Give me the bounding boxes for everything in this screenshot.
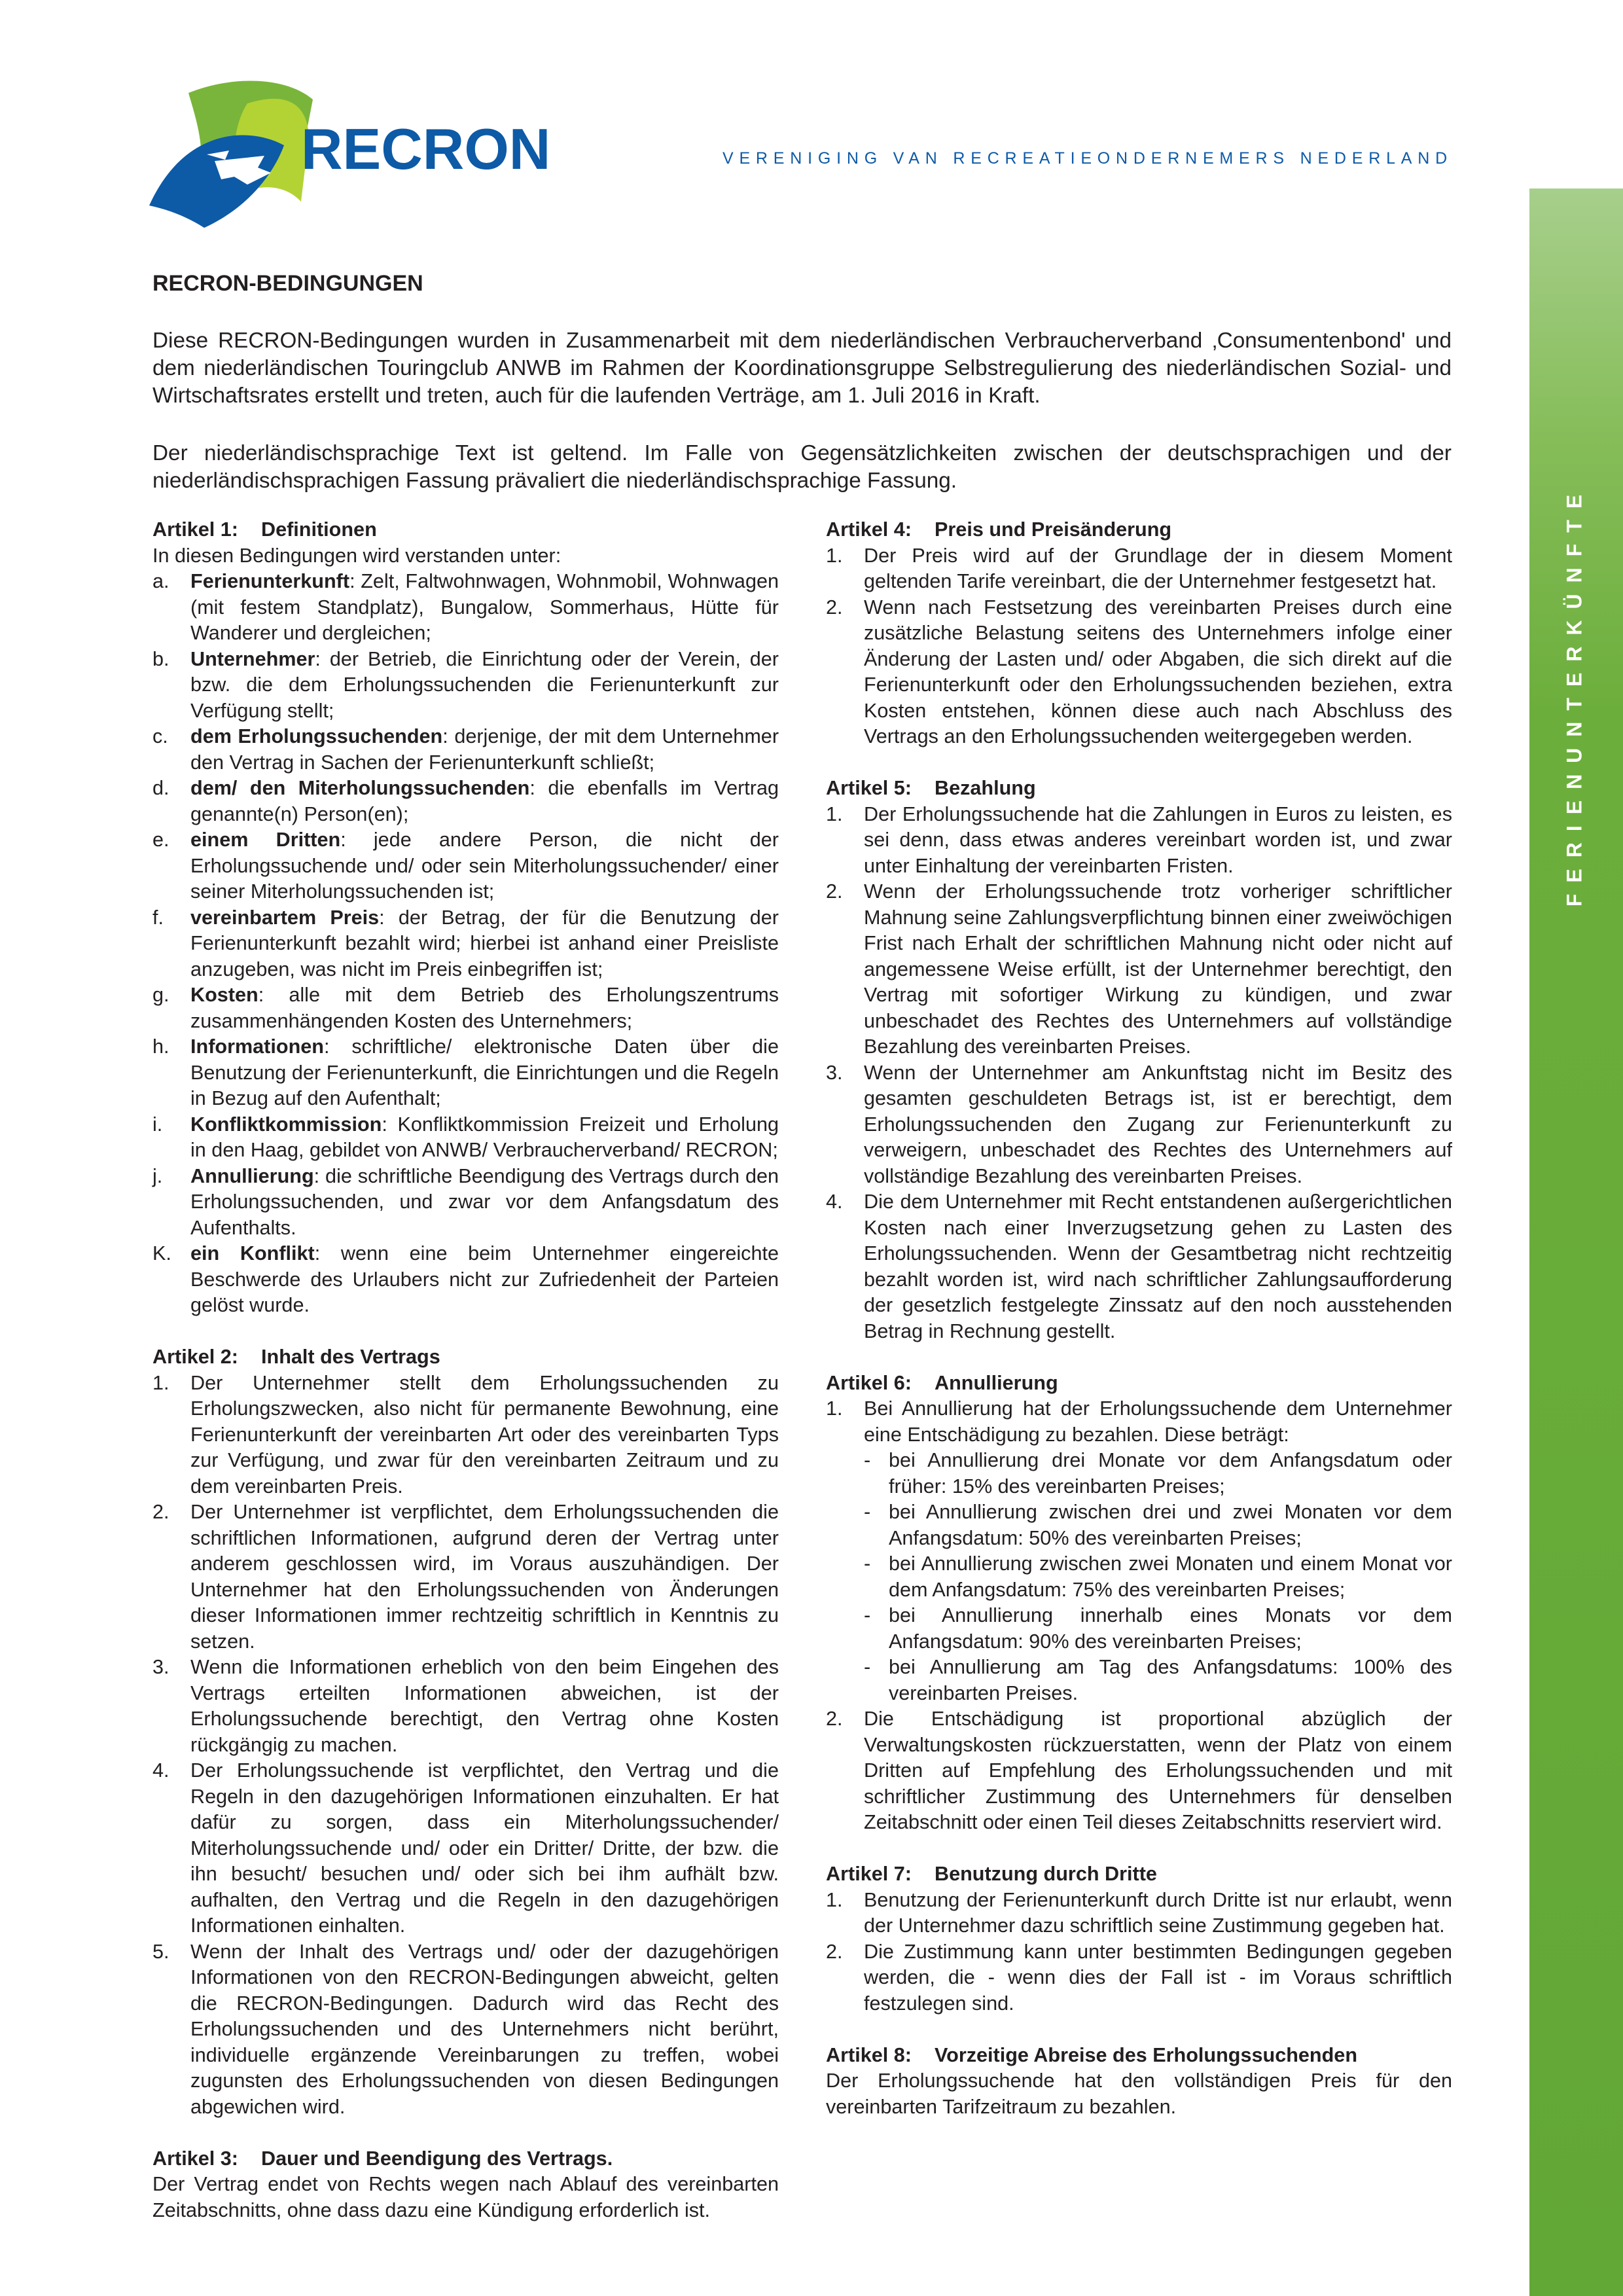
fee-text: bei Annullierung zwischen drei und zwei Monaten vor dem Anfangsdatum: 50% des vereinbarten Preises; (889, 1501, 1452, 1549)
language-note: Der niederländischsprachige Text ist geltend. Im Falle von Gegensätzlichkeiten zwischen der deutschsprachigen und der niederländischsprachigen Fassung prävaliert die niederländischsprachige Fassung. (152, 441, 1452, 493)
page-title: RECRON-BEDINGUNGEN (152, 271, 423, 296)
list-marker: j. (152, 1164, 163, 1187)
list-marker: i. (152, 1113, 163, 1136)
article-number: Artikel 5: (826, 777, 912, 799)
article-title: Preis und Preisänderung (935, 518, 1172, 541)
dash-marker: - (864, 1656, 871, 1678)
logo-wordmark: RECRON (301, 117, 551, 181)
list-item (826, 1189, 1452, 1344)
article-number: Artikel 6: (826, 1371, 912, 1394)
definition: : derjenige, der mit dem Unternehmer den Vertrag in Sachen der Ferienunterkunft schließt; (190, 725, 779, 774)
numbered-list (826, 1396, 1452, 1836)
list-marker: h. (152, 1035, 169, 1058)
list-marker: 2. (152, 1501, 169, 1523)
article-number: Artikel 8: (826, 2043, 912, 2066)
definition: : der Betrieb, die Einrichtung oder der Verein, der bzw. die dem Erholungssuchenden die Ferienunterkunft zur Verfügung stellt; (190, 647, 779, 722)
right-column (826, 517, 1452, 2146)
list-item (152, 1164, 779, 1242)
list-item (152, 1939, 779, 2121)
list-text: Bei Annullierung hat der Erholungssuchende dem Unternehmer eine Entschädigung zu bezahlen. Diese beträgt: (864, 1397, 1452, 1446)
article-title: Bezahlung (935, 777, 1036, 799)
list-marker: 3. (826, 1061, 843, 1084)
list-item (152, 776, 779, 827)
article-8 (826, 2043, 1452, 2121)
list-marker: f. (152, 906, 164, 929)
list-marker: d. (152, 777, 169, 799)
list-text: Wenn der Inhalt des Vertrags und/ oder der dazugehörigen Informationen von den RECRON-Bedingungen abweicht, gelten die RECRON-Bedingungen. Dadurch wird das Recht des Erholungssuchenden und des Unternehmers nicht berührt, individuelle ergänzende Vereinbarungen zu treffen, wobei zugunsten des Erholungssuchenden von diesen Bedingungen abgewichen wird. (190, 1940, 779, 2118)
list-item (826, 802, 1452, 880)
list-item (152, 827, 779, 905)
numbered-list (826, 543, 1452, 750)
recron-logo (149, 64, 555, 233)
list-marker: 1. (826, 544, 843, 567)
article-title: Vorzeitige Abreise des Erholungssuchenden (935, 2043, 1358, 2066)
term: Unternehmer (190, 647, 315, 670)
article-number: Artikel 4: (826, 518, 912, 541)
list-marker: 4. (152, 1759, 169, 1782)
list-marker: 3. (152, 1656, 169, 1678)
list-item (152, 982, 779, 1034)
definition: : wenn eine beim Unternehmer eingereichte Beschwerde des Urlaubers nicht zur Zufriedenheit der Parteien gelöst wurde. (190, 1242, 779, 1316)
list-marker: 1. (826, 1397, 843, 1420)
list-item (152, 1034, 779, 1112)
article-title: Definitionen (261, 518, 377, 541)
article-1 (152, 517, 779, 1319)
term: Informationen (190, 1035, 324, 1058)
list-item (826, 543, 1452, 595)
list-item (152, 724, 779, 776)
list-text: Die Entschädigung ist proportional abzüglich der Verwaltungskosten rückzuerstatten, wenn der Platz von einem Dritten auf Empfehlung des Erholungssuchenden und mit schriftlicher Zustimmung des Unternehmers für denselben Zeitabschnitt oder einen Teil dieses Zeitabschnitts reserviert wird. (864, 1708, 1452, 1833)
tagline: VERENIGING VAN RECREATIEONDERNEMERS NEDERLAND (722, 149, 1453, 168)
definition: : Zelt, Faltwohnwagen, Wohnmobil, Wohnwagen (mit festem Standplatz), Bungalow, Sommerhaus, Hütte für Wanderer und dergleichen; (190, 570, 779, 644)
article-heading (152, 2146, 779, 2172)
list-text: Wenn der Erholungssuchende trotz vorheriger schriftlicher Mahnung seine Zahlungsverpflichtung binnen einer zweiwöchigen Frist nach Erhalt der schriftlichen Mahnung nicht oder nicht auf angemessene Weise erfüllt, ist der Unternehmer berechtigt, den Vertrag mit sofortiger Wirkung zu kündigen, und zwar unbeschadet des Rechtes des Unternehmers auf vollständige Bezahlung des vereinbarten Preises. (864, 880, 1452, 1058)
dash-marker: - (864, 1604, 871, 1626)
list-item (826, 1706, 1452, 1836)
list-text: Der Preis wird auf der Grundlage der in diesem Moment geltenden Tarife vereinbart, die der Unternehmer festgesetzt hat. (864, 544, 1452, 592)
list-text: Der Unternehmer ist verpflichtet, dem Erholungssuchenden die schriftlichen Informationen, aufgrund deren der Vertrag unter anderem geschlossen wird, im Voraus auszuhändigen. Der Unternehmer hat den Erholungssuchenden von Änderungen dieser Informationen immer rechtzeitig schriftlich in Kenntnis zu setzen. (190, 1501, 779, 1653)
list-marker: 2. (826, 880, 843, 903)
fee-item (864, 1448, 1452, 1499)
list-item (152, 569, 779, 647)
list-item (152, 905, 779, 983)
article-title: Dauer und Beendigung des Vertrags. (261, 2147, 613, 2170)
list-text: Die Zustimmung kann unter bestimmten Bedingungen gegeben werden, die - wenn dies der Fall ist - im Voraus schriftlich festzulegen sind. (864, 1940, 1452, 2015)
article-heading (826, 517, 1452, 543)
list-item (826, 1939, 1452, 2017)
fee-text: bei Annullierung drei Monate vor dem Anfangsdatum oder früher: 15% des vereinbarten Preises; (889, 1449, 1452, 1498)
definition: : schriftliche/ elektronische Daten über die Benutzung der Ferienunterkunft, die Einrichtungen und die Regeln in Bezug auf den Aufenthalt; (190, 1035, 779, 1109)
definition: : der Betrag, der für die Benutzung der Ferienunterkunft bezahlt wird; hierbei ist anhand einer Preisliste anzugeben, was nicht im Preis einbegriffen ist; (190, 906, 779, 980)
fee-item (864, 1655, 1452, 1706)
list-marker: 5. (152, 1940, 169, 1963)
term: ein Konflikt (190, 1242, 315, 1265)
article-title: Inhalt des Vertrags (261, 1346, 440, 1368)
fee-text: bei Annullierung zwischen zwei Monaten und einem Monat vor dem Anfangsdatum: 75% des vereinbarten Preises; (889, 1552, 1452, 1601)
definition: : alle mit dem Betrieb des Erholungszentrums zusammenhängenden Kosten des Unternehmers; (190, 984, 779, 1032)
list-item (152, 1241, 779, 1319)
list-item (826, 1396, 1452, 1706)
list-text: Der Unternehmer stellt dem Erholungssuchenden zu Erholungszwecken, also nicht für permanente Bewohnung, eine Ferienunterkunft der vereinbarten Art oder des vereinbarten Typs zur Verfügung, und zwar für den vereinbarten Zeitraum und zu dem vereinbarten Preis. (190, 1371, 779, 1498)
list-item (826, 879, 1452, 1060)
article-heading (152, 1344, 779, 1371)
article-7 (826, 1861, 1452, 2017)
article-6 (826, 1371, 1452, 1836)
list-marker: a. (152, 570, 169, 592)
list-item (152, 1112, 779, 1164)
term: Annullierung (190, 1164, 314, 1187)
fee-schedule-list (864, 1448, 1452, 1706)
article-2 (152, 1344, 779, 2120)
list-item (826, 595, 1452, 750)
term: Ferienunterkunft (190, 570, 350, 592)
article-heading (826, 2043, 1452, 2069)
fee-item (864, 1499, 1452, 1551)
article-lead: In diesen Bedingungen wird verstanden unter: (152, 544, 562, 567)
article-text: Der Vertrag endet von Rechts wegen nach Ablauf des vereinbarten Zeitabschnitts, ohne dass dazu eine Kündigung erforderlich ist. (152, 2173, 779, 2221)
list-text: Der Erholungssuchende ist verpflichtet, den Vertrag und die Regeln in den dazugehörigen Informationen einzuhalten. Er hat dafür zu sorgen, dass ein Miterholungssuchender/ Miterholungssuchende und/ oder ein Dritter/ Dritte, der bzw. die ihn besucht/ besuchen und/ oder sich bei ihm aufhält bzw. aufhalten, den Vertrag und die Regeln in den dazugehörigen Informationen einhalten. (190, 1759, 779, 1937)
article-heading (826, 1371, 1452, 1397)
list-item (152, 1758, 779, 1939)
list-item (826, 1888, 1452, 1939)
definition-list (152, 569, 779, 1319)
definition: : Konfliktkommission Freizeit und Erholung in den Haag, gebildet von ANWB/ Verbraucherverband/ RECRON; (190, 1113, 779, 1161)
article-4 (826, 517, 1452, 750)
term: Kosten (190, 984, 259, 1006)
article-text: Der Erholungssuchende hat den vollständigen Preis für den vereinbarten Tarifzeitraum zu bezahlen. (826, 2070, 1452, 2118)
fee-text: bei Annullierung innerhalb eines Monats vor dem Anfangsdatum: 90% des vereinbarten Preises; (889, 1604, 1452, 1653)
list-marker: b. (152, 647, 169, 670)
article-3 (152, 2146, 779, 2224)
list-marker: 2. (826, 1708, 843, 1730)
article-number: Artikel 2: (152, 1346, 238, 1368)
numbered-list (152, 1371, 779, 2121)
article-number: Artikel 3: (152, 2147, 238, 2170)
dash-marker: - (864, 1449, 871, 1471)
fee-item (864, 1603, 1452, 1655)
article-title: Benutzung durch Dritte (935, 1863, 1157, 1885)
left-column (152, 517, 779, 2250)
dash-marker: - (864, 1501, 871, 1523)
list-item (152, 1371, 779, 1500)
list-marker: 4. (826, 1191, 843, 1213)
list-item (152, 647, 779, 725)
dash-marker: - (864, 1552, 871, 1575)
list-marker: 1. (152, 1371, 169, 1394)
term: vereinbartem Preis (190, 906, 380, 929)
definition: : jede andere Person, die nicht der Erholungssuchende und/ oder sein Miterholungssuchender/ einer seiner Miterholungssuchenden ist; (190, 829, 779, 903)
list-text: Wenn der Unternehmer am Ankunftstag nicht im Besitz des gesamten geschuldeten Betrags ist, ist er berechtigt, dem Erholungssuchenden den Zugang zur Ferienunterkunft zu verweigern, unbeschadet des Rechtes des Unternehmers auf vollständige Bezahlung des vereinbarten Preises. (864, 1061, 1452, 1187)
list-marker: 1. (826, 1888, 843, 1911)
list-text: Der Erholungssuchende hat die Zahlungen in Euros zu leisten, es sei denn, dass etwas anderes vereinbart worden ist, und zwar unter Einhaltung der vereinbarten Fristen. (864, 802, 1452, 877)
list-marker: e. (152, 829, 169, 851)
list-marker: 1. (826, 802, 843, 825)
list-text: Benutzung der Ferienunterkunft durch Dritte ist nur erlaubt, wenn der Unternehmer dazu schriftlich seine Zustimmung gegeben hat. (864, 1888, 1452, 1937)
article-heading (826, 776, 1452, 802)
side-tab-label: FERIENUNTERKÜNFTE (1562, 483, 1586, 907)
term: dem Erholungssuchenden (190, 725, 443, 747)
definition: : die ebenfalls im Vertrag genannte(n) Person(en); (190, 777, 779, 825)
list-item (152, 1499, 779, 1655)
numbered-list (826, 1888, 1452, 2017)
recron-bird-icon (149, 64, 555, 233)
term: dem/ den Miterholungssuchenden (190, 777, 530, 799)
term: einem Dritten (190, 829, 341, 851)
list-text: Die dem Unternehmer mit Recht entstandenen außergerichtlichen Kosten nach einer Inverzugsetzung gehen zu Lasten des Erholungssuchenden. Wenn der Gesamtbetrag nicht rechtzeitig bezahlt worden ist, wird nach schriftlicher Zahlungsaufforderung der gesetzlich festgelegte Zinssatz auf den noch ausstehenden Betrag in Rechnung gestellt. (864, 1191, 1452, 1342)
article-heading (826, 1861, 1452, 1888)
term: Konfliktkommission (190, 1113, 382, 1136)
list-marker: g. (152, 984, 169, 1006)
article-heading (152, 517, 779, 543)
definition: : die schriftliche Beendigung des Vertrags durch den Erholungssuchenden, und zwar vor dem Anfangsdatum des Aufenthalts. (190, 1164, 779, 1239)
list-marker: 2. (826, 596, 843, 619)
list-marker: 2. (826, 1940, 843, 1963)
fee-text: bei Annullierung am Tag des Anfangsdatums: 100% des vereinbarten Preises. (889, 1656, 1452, 1704)
list-text: Wenn die Informationen erheblich von den beim Eingehen des Vertrags erteilten Informationen abweichen, ist der Erholungssuchende berechtigt, den Vertrag ohne Kosten rückgängig zu machen. (190, 1656, 779, 1756)
article-number: Artikel 1: (152, 518, 238, 541)
article-number: Artikel 7: (826, 1863, 912, 1885)
list-item (152, 1655, 779, 1758)
list-marker: c. (152, 725, 168, 747)
list-marker: K. (152, 1242, 171, 1265)
list-text: Wenn nach Festsetzung des vereinbarten Preises durch eine zusätzliche Belastung seitens des Unternehmers infolge einer Änderung der Lasten und/ oder Abgaben, die sich direkt auf die Ferienunterkunft oder den Erholungssuchenden beziehen, extra Kosten entstehen, können diese auch nach Abschluss des Vertrags an den Erholungssuchenden weitergegeben werden. (864, 596, 1452, 747)
fee-item (864, 1551, 1452, 1603)
list-item (826, 1060, 1452, 1190)
numbered-list (826, 802, 1452, 1345)
intro-paragraph: Diese RECRON-Bedingungen wurden in Zusammenarbeit mit dem niederländischen Verbraucherverband ‚Consumentenbond' und dem niederländischen Touringclub ANWB im Rahmen der Koordinationsgruppe Selbstregulierung des niederländischen Sozial- und Wirtschaftsrates erstellt und treten, auch für die laufenden Verträge, am 1. Juli 2016 in Kraft. (152, 329, 1452, 408)
article-5 (826, 776, 1452, 1344)
article-title: Annullierung (935, 1371, 1058, 1394)
